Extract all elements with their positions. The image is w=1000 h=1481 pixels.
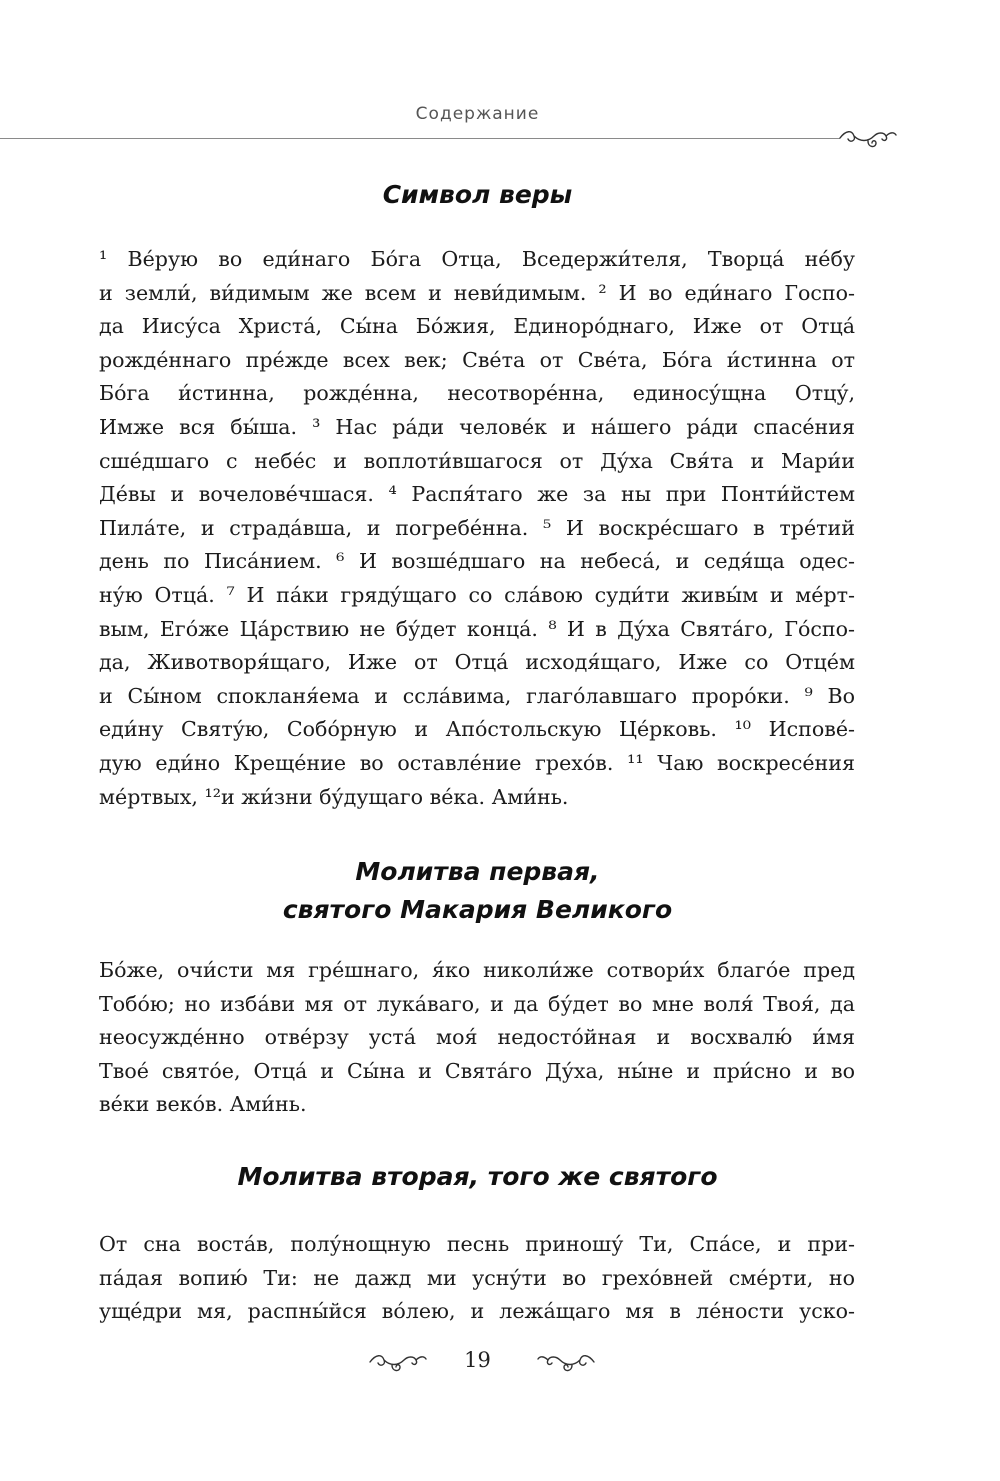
- section-title-creed: Символ веры: [382, 180, 573, 209]
- text-line: ну́ю Отца́. ⁷ И па́ки гряду́щаго со сла́вою суди́ти живы́м и ме́рт-: [99, 582, 855, 607]
- text-line: От сна воста́в, полу́нощную песнь приношу́ Ти, Спа́се, и при-: [99, 1232, 855, 1256]
- text-line: Имже вся бы́ша. ³ Нас ра́ди челове́к и на́шего ра́ди спасе́ния: [99, 414, 855, 439]
- text-line: сше́дшаго с небе́с и воплоти́вшагося от Ду́ха Свя́та и Мари́и: [99, 448, 855, 473]
- text-line: Твое́ свято́е, Отца́ и Сы́на и Свята́го Ду́ха, ны́не и при́сно и во: [99, 1058, 855, 1083]
- text-line: вым, Его́же Ца́рствию не бу́дет конца́. ⁸ И в Ду́ха Свята́го, Го́спо-: [99, 616, 855, 641]
- text-line: да, Животворя́щаго, Иже от Отца́ исходя́щаго, Иже со Отце́м: [99, 650, 855, 675]
- text-line: рожде́ннаго пре́жде всех век; Све́та от Све́та, Бо́га и́стинна от: [99, 347, 855, 372]
- text-line: ве́ки веко́в. Ами́нь.: [99, 1092, 307, 1117]
- running-head-rule: [0, 138, 840, 139]
- page-footer: [0, 1348, 955, 1378]
- text-line: Де́вы и вочелове́чшася. ⁴ Распя́таго же за ны при Понти́йстем: [99, 482, 855, 507]
- text-line: день по Писа́нием. ⁶ И возше́дшаго на небеса́, и седя́ща одес-: [99, 549, 855, 574]
- section-title-prayer-one: Молитва первая, святого Макария Великого: [282, 857, 673, 924]
- section-title-prayer-two: Молитва вторая, того же святого: [237, 1162, 718, 1191]
- text-line: Бо́га и́стинна, рожде́нна, несотворе́нна, единосу́щна Отцу́,: [99, 381, 855, 406]
- creed-text: [99, 243, 855, 814]
- text-line: неосужде́нно отве́рзу уста́ моя́ недосто́йная и восхвалю́ и́мя: [99, 1025, 855, 1050]
- text-line: Тобо́ю; но изба́ви мя от лука́ваго, и да бу́дет во мне воля́ Твоя́, да: [99, 991, 855, 1016]
- text-line: и Сы́ном спокланя́ема и ссла́вима, глаго́лавшаго проро́ки. ⁹ Во: [99, 683, 855, 708]
- text-line: дую еди́но Креще́ние во оставле́ние грехо́в. ¹¹ Чаю воскресе́ния: [99, 750, 855, 775]
- page-number: 19: [464, 1348, 491, 1372]
- text-line: па́дая вопию́ Ти: не дажд ми усну́ти во грехо́вней сме́рти, но: [99, 1265, 855, 1290]
- text-line: Бо́же, очи́сти мя гре́шнаго, я́ко николи́же сотвори́х благо́е пред: [99, 958, 855, 982]
- prayer-one-text: [99, 954, 855, 1122]
- text-line: и земли́, ви́димым же всем и неви́димым. ² И во еди́наго Госпо-: [99, 280, 855, 305]
- text-line: Пила́те, и страда́вша, и погребе́нна. ⁵ И воскре́сшаго в тре́тий: [99, 515, 855, 540]
- prayer-two-text: [99, 1228, 855, 1329]
- flourish-right-icon: [536, 1350, 596, 1376]
- text-line: да Иису́са Христа́, Сы́на Бо́жия, Единоро́днаго, Иже от Отца́: [99, 314, 855, 339]
- text-line: ¹ Ве́рую во еди́наго Бо́га Отца, Вседержи́теля, Творца́ не́бу: [99, 247, 855, 271]
- flourish-ornament-icon: [838, 126, 898, 152]
- text-line: еди́ну Святу́ю, Собо́рную и Апо́стольскую Це́рковь. ¹⁰ Испове́-: [99, 717, 855, 742]
- text-line: ме́ртвых, ¹²и жи́зни бу́дущаго ве́ка. Ами́нь.: [99, 784, 569, 809]
- text-line: уще́дри мя, распны́йся во́лею, и лежа́щаго мя в ле́ности уско-: [99, 1299, 855, 1324]
- running-head-title: Содержание: [415, 104, 540, 124]
